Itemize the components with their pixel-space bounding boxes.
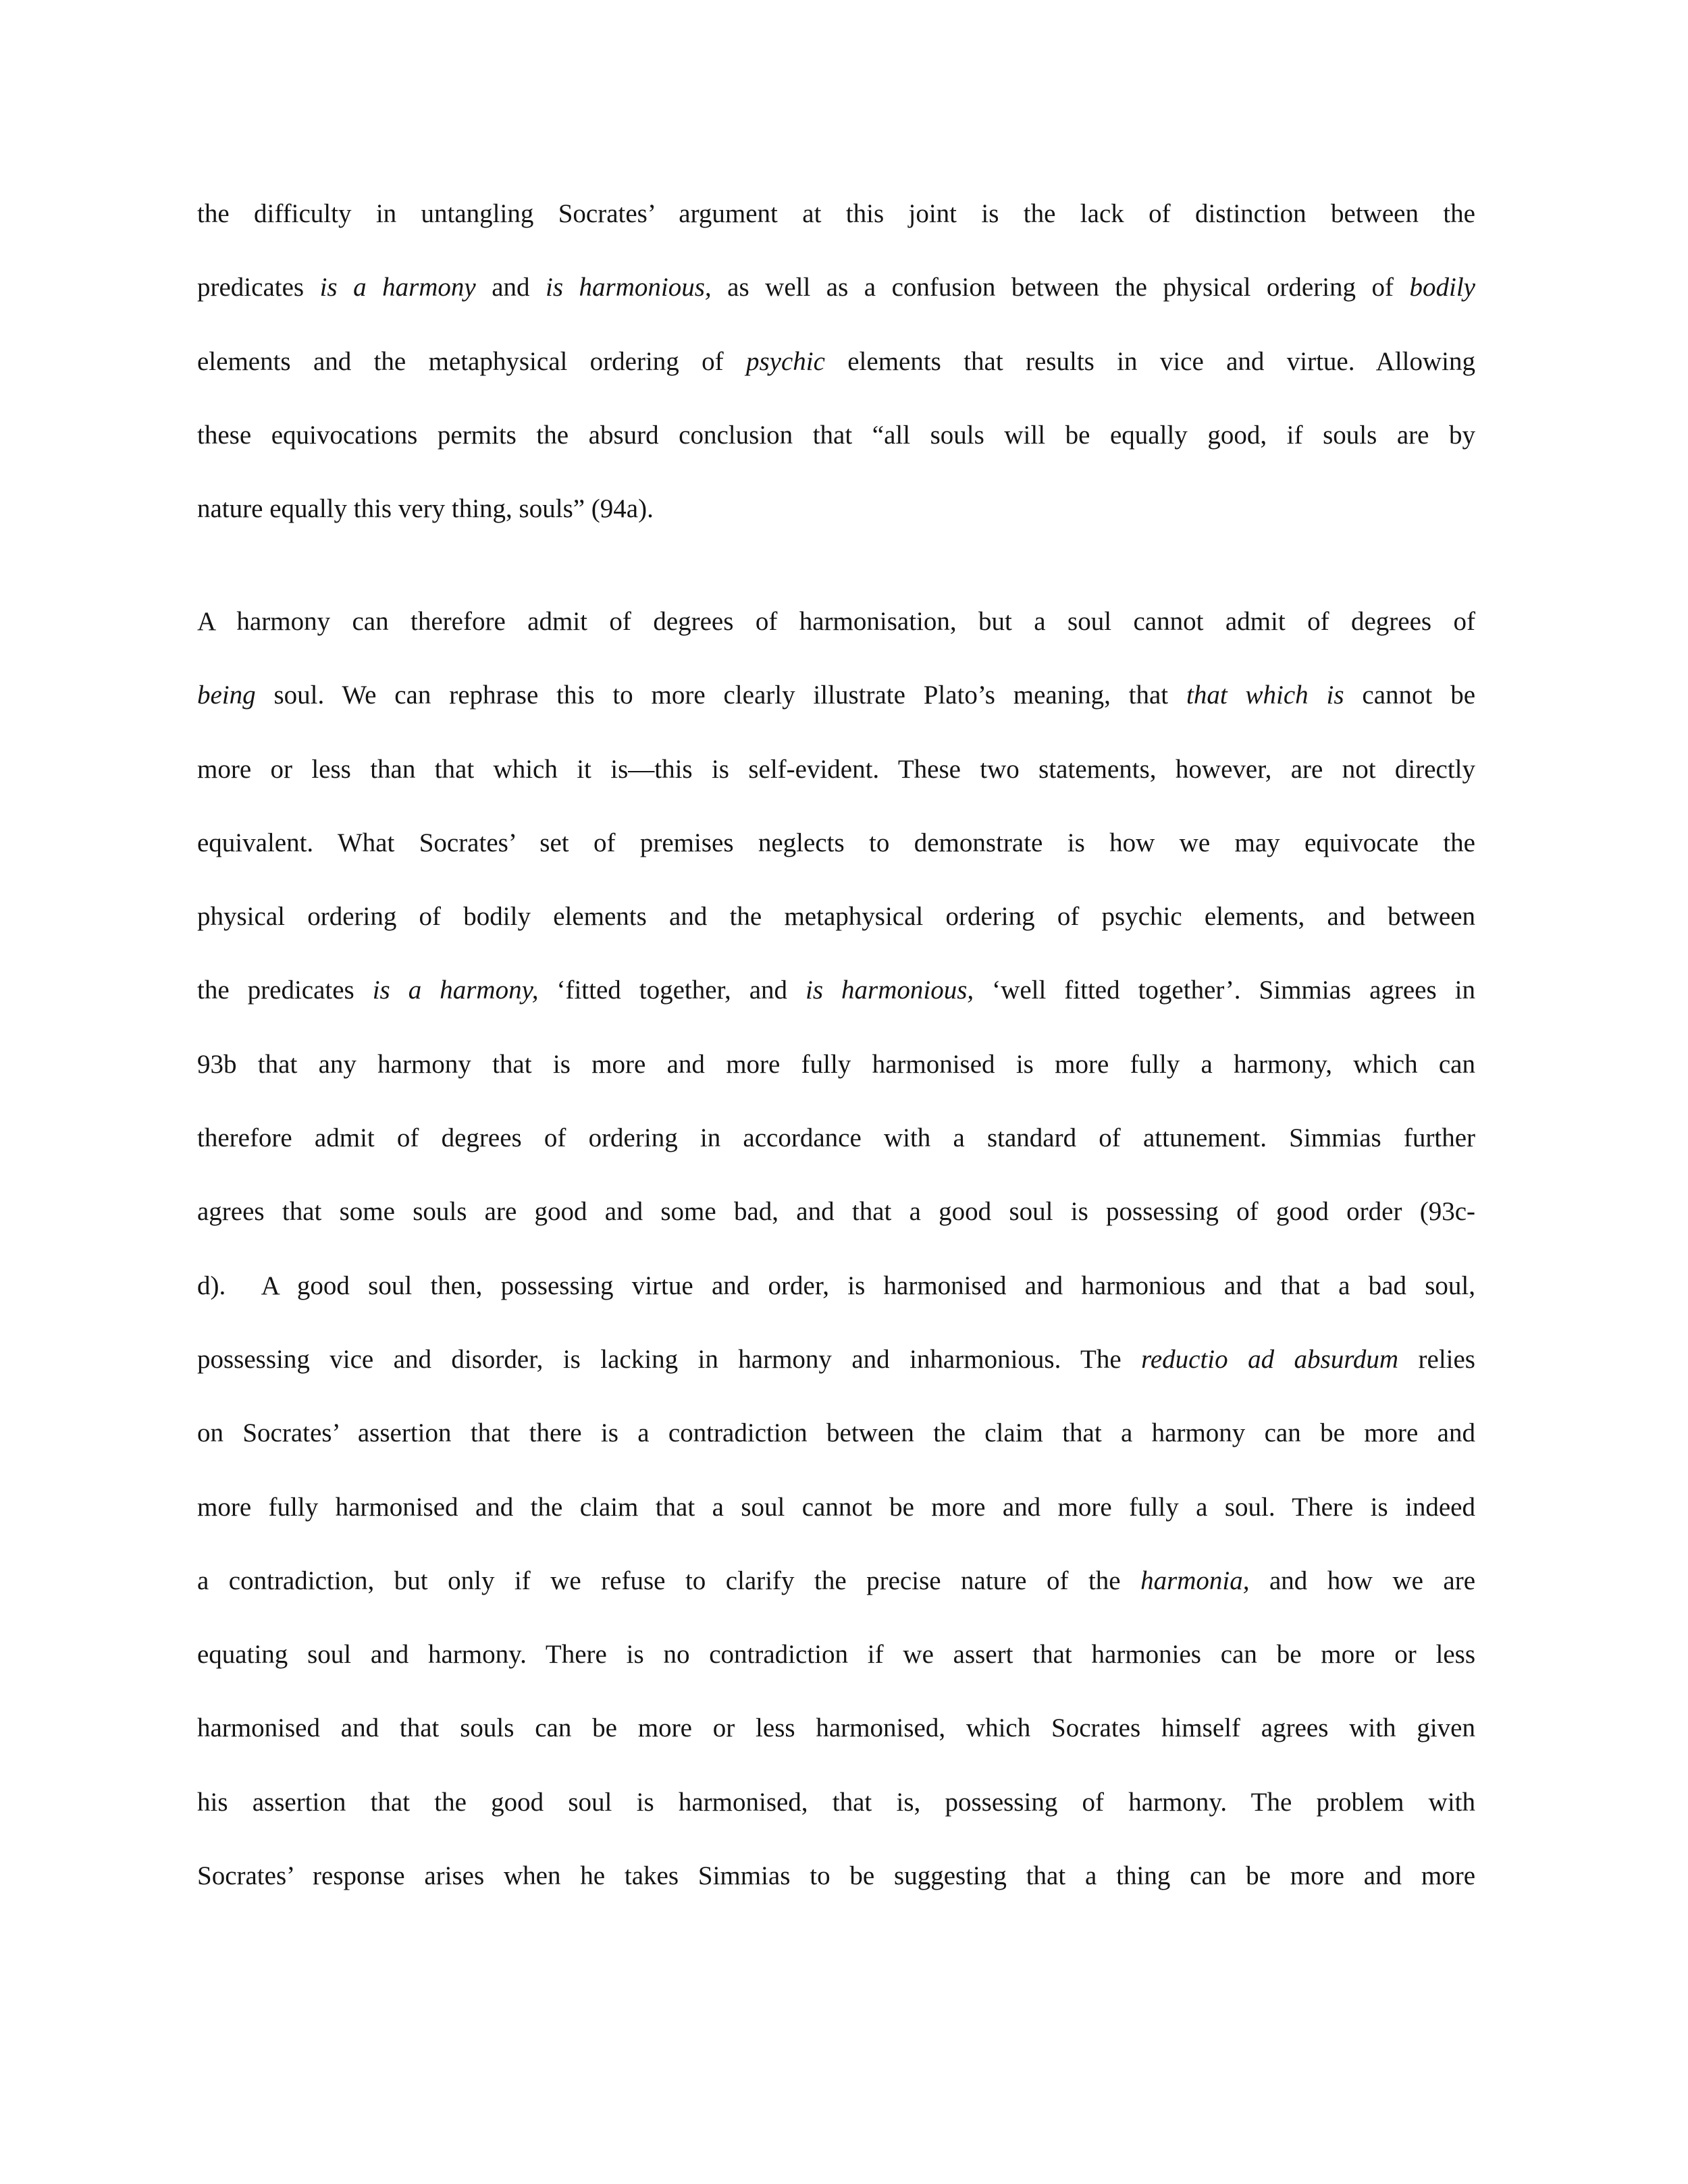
text-line [197,398,1475,472]
text-segment: elements and the metaphysical ordering of [197,346,746,376]
italic-text: is harmonious, [546,273,712,302]
text-segment: and [475,273,546,302]
text-line [197,1101,1475,1175]
text-line [197,325,1475,398]
text-line [197,250,1475,324]
text-segment: the predicates [197,976,373,1005]
text-line [197,1175,1475,1248]
text-segment: d). A good soul then, possessing virtue and order, is harmonised and harmonious and that a bad soul, [197,1271,1475,1300]
italic-text: that which is [1186,681,1344,710]
text-line [197,1470,1475,1544]
text-line [197,1618,1475,1691]
text-line [197,880,1475,953]
italic-text: is a harmony, [372,976,539,1005]
italic-text: reductio ad absurdum [1141,1344,1399,1374]
italic-text: harmonia, [1140,1566,1250,1595]
text-segment: relies [1398,1344,1475,1374]
paragraph-2 [197,585,1475,1913]
text-line [197,1765,1475,1839]
text-line [197,1544,1475,1618]
text-segment: equivalent. What Socrates’ set of premises neglects to demonstrate is how we may equivocate the [197,828,1475,857]
text-segment: agrees that some souls are good and some bad, and that a good soul is possessing of good order (93c- [197,1197,1475,1227]
text-segment: A harmony can therefore admit of degrees of harmonisation, but a soul cannot admit of degrees of [197,607,1475,636]
text-line [197,1249,1475,1323]
text-segment: more or less than that which it is—this is self-evident. These two statements, however, are not directly [197,754,1475,784]
text-segment: ‘fitted together, and [538,976,806,1005]
text-segment: 93b that any harmony that is more and more fully harmonised is more fully a harmony, which can [197,1049,1475,1079]
text-segment: more fully harmonised and the claim that a soul cannot be more and more fully a soul. There is indeed [197,1492,1475,1522]
text-segment: these equivocations permits the absurd conclusion that “all souls will be equally good, if souls are by [197,420,1475,450]
text-line [197,1839,1475,1913]
text-line [197,1323,1475,1396]
text-segment: the difficulty in untangling Socrates’ argument at this joint is the lack of distinction between the [197,199,1475,228]
text-segment: therefore admit of degrees of ordering in accordance with a standard of attunement. Simmias further [197,1123,1475,1153]
text-line [197,733,1475,806]
text-segment: nature equally this very thing, souls” (94a). [197,494,654,524]
text-segment: his assertion that the good soul is harmonised, that is, possessing of harmony. The problem with [197,1787,1475,1817]
text-segment: possessing vice and disorder, is lacking in harmony and inharmonious. The [197,1344,1142,1374]
text-segment: Socrates’ response arises when he takes Simmias to be suggesting that a thing can be more and more [197,1861,1475,1891]
text-segment: as well as a confusion between the physical ordering of [711,273,1410,302]
text-segment: ‘well fitted together’. Simmias agrees in [974,976,1475,1005]
italic-text: psychic [745,346,825,376]
text-line [197,1396,1475,1470]
text-line [197,953,1475,1027]
text-segment: elements that results in vice and virtue. Allowing [824,346,1476,376]
text-line [197,177,1475,250]
italic-text: is a harmony [319,273,476,302]
text-segment: physical ordering of bodily elements and the metaphysical ordering of psychic elements, and between [197,902,1475,932]
text-segment: predicates [197,273,320,302]
text-line [197,658,1475,732]
text-line [197,806,1475,880]
text-segment: and how we are [1249,1566,1476,1595]
italic-text: bodily [1409,273,1475,302]
text-segment: soul. We can rephrase this to more clearly illustrate Plato’s meaning, that [255,681,1186,710]
text-line [197,1028,1475,1101]
text-line [197,585,1475,658]
text-line [197,472,1475,545]
text-segment: cannot be [1344,681,1476,710]
text-segment: harmonised and that souls can be more or less harmonised, which Socrates himself agrees with given [197,1713,1475,1743]
text-segment: equating soul and harmony. There is no contradiction if we assert that harmonies can be more or less [197,1640,1475,1670]
italic-text: being [197,681,256,710]
text-segment: a contradiction, but only if we refuse to clarify the precise nature of the [197,1566,1141,1595]
paragraph-1 [197,177,1475,545]
text-segment: on Socrates’ assertion that there is a contradiction between the claim that a harmony can be more and [197,1418,1475,1448]
text-line [197,1691,1475,1765]
italic-text: is harmonious, [806,976,974,1005]
